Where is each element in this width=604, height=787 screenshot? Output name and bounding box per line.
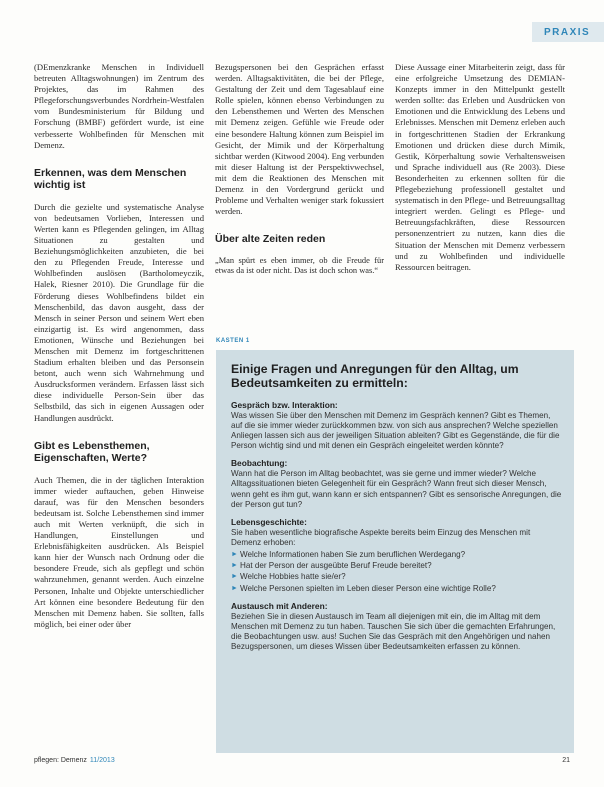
section-tab xyxy=(532,22,604,42)
box-section-heading: Gespräch bzw. Interaktion: xyxy=(231,400,338,410)
triangle-bullet-icon: ► xyxy=(231,584,238,592)
section-label: PRAXIS xyxy=(544,26,591,38)
box-section-heading: Austausch mit Anderen: xyxy=(231,600,328,611)
body-paragraph: Diese Aussage einer Mitarbeiterin zeigt, dass für eine erfolgreiche Umsetzung des DEMIAN-Konzepts immer in den Mittelpunkt gestellt werden sollte: das Erleben und Ausdrücken von Emotionen und die Entwicklung des Lebens und Erlebnisses. Menschen mit Demenz erleben auch in fortgeschrittenen Stadien der Erkrankung Emotionen und drücken diese durch Mimik, Gestik, Körperhaltung sowie Verhaltensweisen und Sprache individuell aus (Re 2003). Diese Besonderheiten zu erkennen sollten für die Pflegebeziehung professionell gestaltet und systematisch in den Pflege- und Betreuungsalltag integriert werden. Gelingt es Pflege- und Betreuungsfachkräften, diese Ressourcen personenzentriert zu nutzen, kann dies die Situation der Menschen mit Demenz verbessern und zu Wohlbefinden und individuelle Ressourcen beitragen. xyxy=(395,62,565,272)
list-item-text: Welche Informationen haben Sie zum beruflichen Werdegang? xyxy=(240,549,466,559)
list-item xyxy=(231,583,562,594)
list-item xyxy=(231,560,562,571)
box-bullet-list xyxy=(231,549,562,594)
triangle-bullet-icon: ► xyxy=(231,550,238,558)
list-item xyxy=(231,549,562,560)
list-item-text: Hat der Person der ausgeübte Beruf Freude bereitet? xyxy=(240,561,432,571)
subheading-old-times: Über alte Zeiten reden xyxy=(215,233,326,246)
issue-number: 11/2013 xyxy=(89,757,115,764)
list-item-text: Welche Hobbies hatte sie/er? xyxy=(240,572,346,582)
footer-journal xyxy=(34,757,115,764)
column-3 xyxy=(395,62,565,273)
box-label: KASTEN 1 xyxy=(216,338,250,344)
page-number: 21 xyxy=(562,757,570,764)
info-box xyxy=(216,350,574,753)
triangle-bullet-icon: ► xyxy=(231,562,238,570)
box-section-text: Was wissen Sie über den Menschen mit Demenz im Gespräch kennen? Gibt es Themen, auf die sie immer wieder zurückkommen bzw. von sich aus ansprechen? Welche speziellen Anliegen lassen sich aus der jeweiligen Situation ableiten? Gibt es Gegenstände, die für die Person wichtig sind und mit denen ein Gespräch eingeleitet werden könnte? xyxy=(231,411,560,451)
intro-paragraph: (DEmenzkranke Menschen in Individuell betreuten Alltagswohnungen) im Zentrum des Projektes, das im Rahmen des Pflegeforschungsverbundes Nordrhein-Westfalen vom Bundesministerium für Bildung und Forschung (BMBF) gefördert wurde, ist eine verbesserte Wohlbefinden für Menschen mit Demenz. xyxy=(34,62,204,150)
body-paragraph: Durch die gezielte und systematische Analyse von bedeutsamen Vorlieben, Interessen und Werten kann es Pflegenden gelingen, im Alltag Situationen zu gestalten und Beziehungsmöglichkeiten anzubieten, die bei den zu Pflegenden Freude, Interesse und Wohlbefinden auslösen (Bartholomeyczik, Halek, Riesner 2010). Die Grundlage für die Förderung dieses Wohlbefindens bildet ein Menschenbild, das davon ausgeht, dass der Mensch in seiner Person und seinem Wert eben einzigartig ist. Es wird angenommen, dass Emotionen, Wünsche und Beziehungen bei Menschen mit Demenz im fortgeschrittenen Stadium erhalten bleiben und das Personsein betont, auch wenn sich Wahrnehmung und Ausdrucksformen verändern. Erfassen lässt sich diese individuelle Person-Sein über das Selbstbild, das sich in eigenen Aussagen oder Handlungen ausdrückt. xyxy=(34,201,204,423)
column-2 xyxy=(215,62,384,277)
box-section-heading: Lebensgeschichte: xyxy=(231,516,307,527)
column-1 xyxy=(34,62,204,630)
list-item-text: Welche Personen spielten im Leben dieser Person eine wichtige Rolle? xyxy=(240,583,496,593)
triangle-bullet-icon: ► xyxy=(231,573,238,581)
box-section-text: Sie haben wesentliche biografische Aspekte bereits beim Einzug des Menschen mit Demenz erhoben: xyxy=(231,527,531,547)
quote-paragraph: „Man spürt es eben immer, ob die Freude für etwas da ist oder nicht. Das ist doch schon was.“ xyxy=(215,255,384,276)
body-paragraph: Bezugspersonen bei den Gesprächen erfasst werden. Alltagsaktivitäten, die bei der Pflege, Gestaltung der Zeit und dem Tagesablauf eine Rolle spielen, können ebenso Verbindungen zu den Lebensthemen und Werten des Menschen mit Demenz zeigen. Gefühle wie Freude oder eine besondere Haltung können zum Beispiel im Gesicht, der Mimik und der Körperhaltung sichtbar werden (Kitwood 2004). Eng verbunden mit dieser Haltung ist der Perspektivwechsel, mit dem die Reaktionen des Menschen mit Demenz in den Vordergrund gerückt und Probleme und Verhalten weniger stark fokussiert werden. xyxy=(215,62,384,217)
subheading-life-themes: Gibt es Lebensthemen, Eigenschaften, Werte? xyxy=(34,439,150,465)
body-paragraph: Auch Themen, die in der täglichen Interaktion immer wieder auftauchen, geben Hinweise darauf, was für den Menschen besonders bedeutsam ist. Solche Lebensthemen sind immer auch mit Werten verknüpft, die sich in Handlungen, Einstellungen und Erlebnisfähigkeiten ausdrücken. Als Beispiel kann hier der Wunsch nach Ordnung oder die besondere Freude, sich als gepflegt und schön wahrzunehmen, genannt werden. Auch einzelne Personen, Inhalte und Objekte unterschiedlicher Art können eine besondere Bedeutung für den Menschen mit Demenz haben. Sie sollten, falls möglich, bei einer oder über xyxy=(34,474,204,629)
box-section-text: Wann hat die Person im Alltag beobachtet, was sie gerne und immer wieder? Welche Alltagssituationen bieten Gelegenheit für ein Gespräch? Wann freut sich dieser Mensch, wenn geht es ihm gut, wann kann er sich entspannen? Gibt es sensorische Anregungen, die der Person gut tun? xyxy=(231,469,562,509)
journal-name: pflegen: Demenz xyxy=(34,757,87,764)
box-title: Einige Fragen und Anregungen für den Alltag, um Bedeutsamkeiten zu ermitteln: xyxy=(231,362,519,390)
subheading-recognize: Erkennen, was dem Menschen wichtig ist xyxy=(34,166,187,192)
box-section-text: Beziehen Sie in diesen Austausch im Team all diejenigen mit ein, die im Alltag mit dem Menschen mit Demenz zu tun haben. Tauschen Sie sich über die gemachten Erfahrungen, die Beobachtungen usw. aus! Suchen Sie das Gespräch mit den Angehörigen und nahen Bezugspersonen, um dieses Wissen über Bedeutsamkeiten erfassen zu können. xyxy=(231,611,556,652)
box-section-heading: Beobachtung: xyxy=(231,458,288,469)
list-item xyxy=(231,571,562,582)
